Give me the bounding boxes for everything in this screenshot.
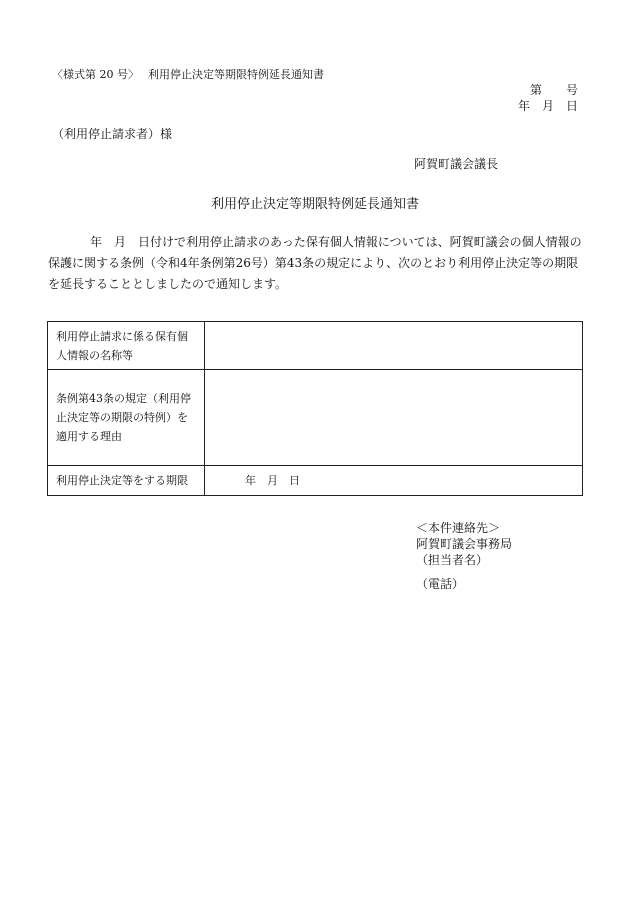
contact-block — [416, 520, 512, 592]
table-label-cell: 利用停止請求に係る保有個人情報の名称等 — [48, 322, 205, 370]
contact-office: 阿賀町議会事務局 — [416, 537, 513, 551]
table-row — [48, 322, 583, 370]
table-row — [48, 370, 583, 466]
table-label-cell: 利用停止決定等をする期限 — [48, 466, 205, 496]
body-paragraph: 年 月 日付けで利用停止請求のあった保有個人情報については、阿賀町議会の個人情報の保護に関する条例（令和4年条例第26号）第43条の規定により、次のとおり利用停止決定等の期限を延長することとしましたので通知します。 — [48, 235, 582, 291]
info-table — [47, 321, 583, 496]
contact-person: （担当者名） — [416, 553, 489, 567]
form-number: 〈様式第 20 号〉 利用停止決定等期限特例延長通知書 — [52, 68, 324, 81]
document-date-line: 年 月 日 — [517, 99, 578, 113]
contact-phone: （電話） — [416, 577, 465, 591]
table-value-cell — [205, 370, 583, 466]
table-row — [48, 466, 583, 496]
table-value-cell — [205, 322, 583, 370]
document-number-line: 第 号 — [529, 83, 578, 97]
table-label-cell: 条例第43条の規定（利用停止決定等の期限の特例）を適用する理由 — [48, 370, 205, 466]
addressee: （利用停止請求者）様 — [52, 127, 173, 141]
document-title: 利用停止決定等期限特例延長通知書 — [210, 197, 419, 212]
contact-heading: ＜本件連絡先＞ — [416, 521, 501, 535]
table-value-cell: 年 月 日 — [205, 466, 583, 496]
sender: 阿賀町議会議長 — [414, 157, 499, 171]
